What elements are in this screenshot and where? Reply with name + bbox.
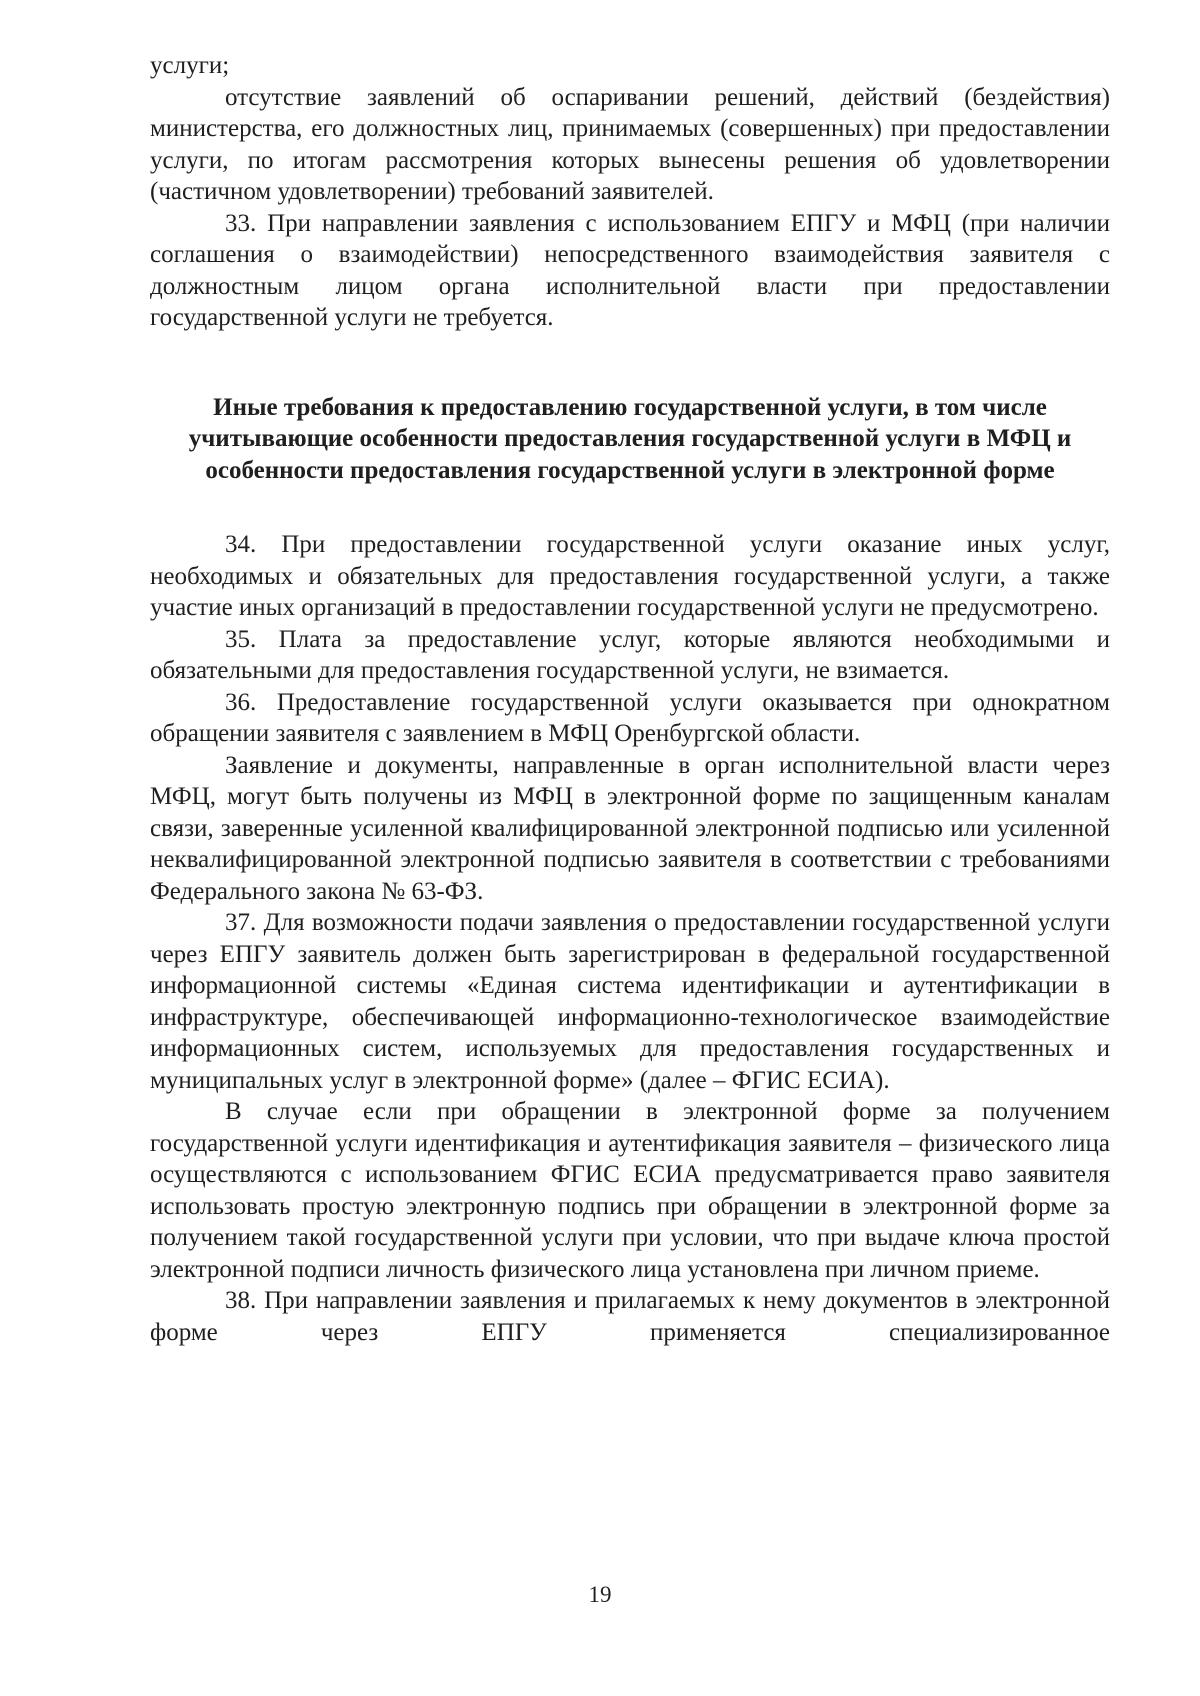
paragraph-38: 38. При направлении заявления и прилагаемых к нему документов в электронной форме через ЕПГУ применяется специализированное bbox=[150, 1287, 1110, 1346]
paragraph-33: 33. При направлении заявления с использованием ЕПГУ и МФЦ (при наличии соглашения о взаимодействии) непосредственного взаимодействия заявителя с должностным лицом органа исполнительной власти при предоставлении государственной услуги не требуется. bbox=[150, 209, 1110, 331]
paragraph-mfc-documents: Заявление и документы, направленные в орган исполнительной власти через МФЦ, могут быть получены из МФЦ в электронной форме по защищенным каналам связи, заверенные усиленной квалифицированной электронной подписью или усиленной неквалифицированной электронной подписью заявителя в соответствии с требованиями Федерального закона № 63-ФЗ. bbox=[150, 751, 1110, 905]
paragraph-no-appeals: отсутствие заявлений об оспаривании решений, действий (бездействия) министерства, его должностных лиц, принимаемых (совершенных) при предоставлении услуги, по итогам рассмотрения которых вынесены решения об удовлетворении (частичном удовлетворении) требований заявителей. bbox=[150, 83, 1110, 205]
document-page bbox=[150, 50, 1110, 1348]
paragraph-35: 35. Плата за предоставление услуг, которые являются необходимыми и обязательными для предоставления государственной услуги, не взимается. bbox=[150, 625, 1110, 684]
paragraph-36: 36. Предоставление государственной услуги оказывается при однократном обращении заявителя с заявлением в МФЦ Оренбургской области. bbox=[150, 688, 1110, 747]
page-number: 19 bbox=[588, 1582, 612, 1607]
paragraph-continuation: услуги; bbox=[150, 52, 230, 79]
paragraph-esia-signature: В случае если при обращении в электронной форме за получением государственной услуги идентификация и аутентификация заявителя – физического лица осуществляются с использованием ФГИС ЕСИА предусматривается право заявителя использовать простую электронную подпись при обращении в электронной форме за получением такой государственной услуги при условии, что при выдаче ключа простой электронной подписи личность физического лица установлена при личном приеме. bbox=[150, 1098, 1110, 1283]
paragraph-34: 34. При предоставлении государственной услуги оказание иных услуг, необходимых и обязательных для предоставления государственной услуги, а также участие иных организаций в предоставлении государственной услуги не предусмотрено. bbox=[150, 531, 1110, 621]
paragraphs-after bbox=[150, 529, 1110, 1348]
paragraph-37: 37. Для возможности подачи заявления о предоставлении государственной услуги через ЕПГУ заявитель должен быть зарегистрирован в федеральной государственной информационной системы «Единая система идентификации и аутентификации в инфраструктуре, обеспечивающей информационно-технологическое взаимодействие информационных систем, используемых для предоставления государственных и муниципальных услуг в электронной форме» (далее – ФГИС ЕСИА). bbox=[150, 909, 1110, 1094]
paragraphs-before bbox=[150, 50, 1110, 334]
section-heading: Иные требования к предоставлению государственной услуги, в том числе учитывающие особенности предоставления государственной услуги в МФЦ и особенности предоставления государственной услуги в электронной форме bbox=[188, 393, 1072, 484]
